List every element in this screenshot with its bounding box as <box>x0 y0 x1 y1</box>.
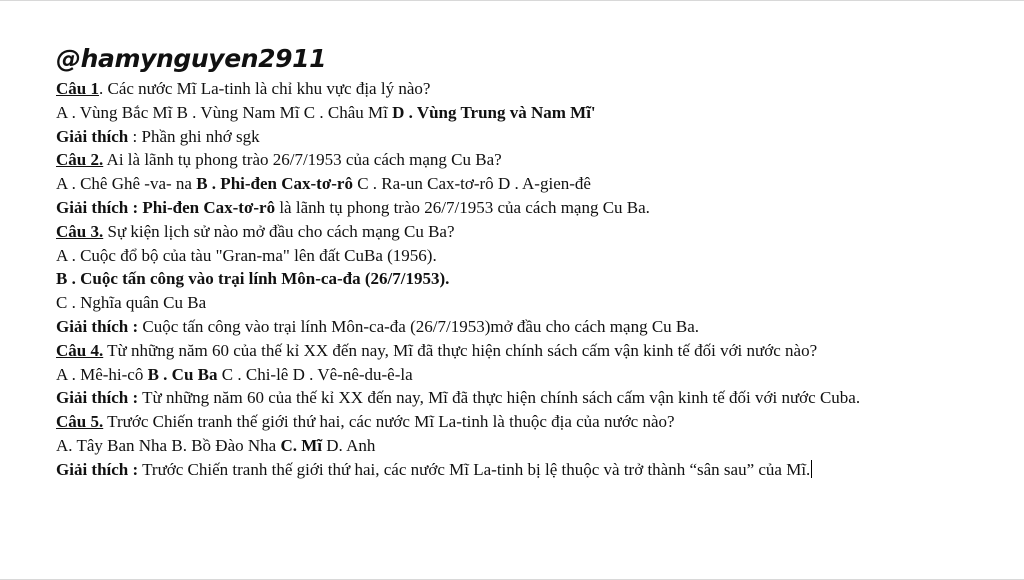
option-d-answer: D . Vùng Trung và Nam Mĩ' <box>392 102 596 122</box>
option-a: A . Chê Ghê -va- na <box>56 174 197 194</box>
question-3-label: Câu 3. <box>56 221 104 241</box>
author-handle: @hamynguyen2911 <box>56 44 327 73</box>
explanation-text: là lãnh tụ phong trào 26/7/1953 của cách mạng Cu Ba. <box>275 197 650 217</box>
option-a: A . Mê-hi-cô <box>56 364 148 384</box>
explanation-label: Giải thích : Phi-đen Cax-tơ-rô <box>56 197 276 217</box>
question-1-label: Câu 1 <box>56 79 99 98</box>
explanation-text: Trước Chiến tranh thế giới thứ hai, các nước Mĩ La-tinh bị lệ thuộc và trở thành “sân sau” của Mĩ. <box>138 459 811 479</box>
explanation-label: Giải thích : <box>56 316 139 336</box>
option-a: A. Tây Ban Nha <box>56 435 172 455</box>
question-2-explanation <box>56 196 1016 220</box>
option-c: C . Chi-lê <box>217 364 293 384</box>
option-d: D . Vê-nê-du-ê-la <box>292 364 413 384</box>
question-5-options <box>56 434 1016 458</box>
option-c-answer: C. Mĩ <box>280 435 322 455</box>
option-b-answer: B . Phi-đen Cax-tơ-rô <box>196 174 353 194</box>
question-4-explanation <box>56 386 1006 410</box>
option-a: A . Vùng Bắc Mĩ <box>56 102 177 122</box>
explanation-label: Giải thích : <box>56 459 139 479</box>
option-c: C . Ra-un Cax-tơ-rô <box>352 174 498 194</box>
question-5-explanation <box>56 458 1016 482</box>
question-5-text: Trước Chiến tranh thế giới thứ hai, các nước Mĩ La-tinh là thuộc địa của nước nào? <box>103 412 675 432</box>
option-b: B. Bồ Đào Nha <box>171 435 281 455</box>
explanation-label: Giải thích <box>56 126 129 146</box>
explanation-text: : Phần ghi nhớ sgk <box>128 126 260 146</box>
question-3-explanation <box>56 315 1016 339</box>
question-2 <box>56 148 1016 172</box>
question-2-options <box>56 172 1016 196</box>
option-d: D . A-gien-đê <box>497 174 591 194</box>
question-5 <box>56 410 1016 434</box>
question-1-explanation <box>56 125 1016 149</box>
question-2-label: Câu 2. <box>56 150 104 170</box>
option-b-answer: B . Cu Ba <box>147 364 218 384</box>
text-cursor <box>811 460 812 478</box>
option-b-answer: B . Cuộc tấn công vào trại lính Môn-ca-đa (26/7/1953). <box>56 269 450 289</box>
question-1 <box>56 77 1016 101</box>
option-b: B . Vùng Nam Mĩ <box>176 102 304 122</box>
question-4-label: Câu 4. <box>56 340 104 360</box>
question-3-option-a: A . Cuộc đổ bộ của tàu "Gran-ma" lên đất CuBa (1956). <box>56 245 437 265</box>
question-1-options <box>56 101 1016 125</box>
question-5-label: Câu 5. <box>56 412 104 432</box>
question-4-text: Từ những năm 60 của thế kỉ XX đến nay, Mĩ đã thực hiện chính sách cấm vận kinh tế đối với nước nào? <box>103 340 818 360</box>
question-3-option-b-answer <box>56 267 1016 291</box>
question-2-text: Ai là lãnh tụ phong trào 26/7/1953 của cách mạng Cu Ba? <box>103 150 502 170</box>
explanation-text: Từ những năm 60 của thế kỉ XX đến nay, Mĩ đã thực hiện chính sách cấm vận kinh tế đối với nước Cuba. <box>138 388 861 408</box>
document-body[interactable] <box>56 41 1016 482</box>
question-4 <box>56 339 1016 363</box>
question-4-options <box>56 363 1016 387</box>
explanation-text: Cuộc tấn công vào trại lính Môn-ca-đa (26/7/1953)mở đầu cho cách mạng Cu Ba. <box>138 316 700 336</box>
question-3 <box>56 220 1016 244</box>
explanation-label: Giải thích : <box>56 388 139 408</box>
option-d: D. Anh <box>321 435 376 455</box>
question-1-text: . Các nước Mĩ La-tinh là chỉ khu vực địa lý nào? <box>98 79 431 98</box>
question-3-text: Sự kiện lịch sử nào mở đầu cho cách mạng Cu Ba? <box>103 221 455 241</box>
option-c: C . Châu Mĩ <box>303 102 393 122</box>
question-3-option-c: C . Nghĩa quân Cu Ba <box>56 293 207 313</box>
